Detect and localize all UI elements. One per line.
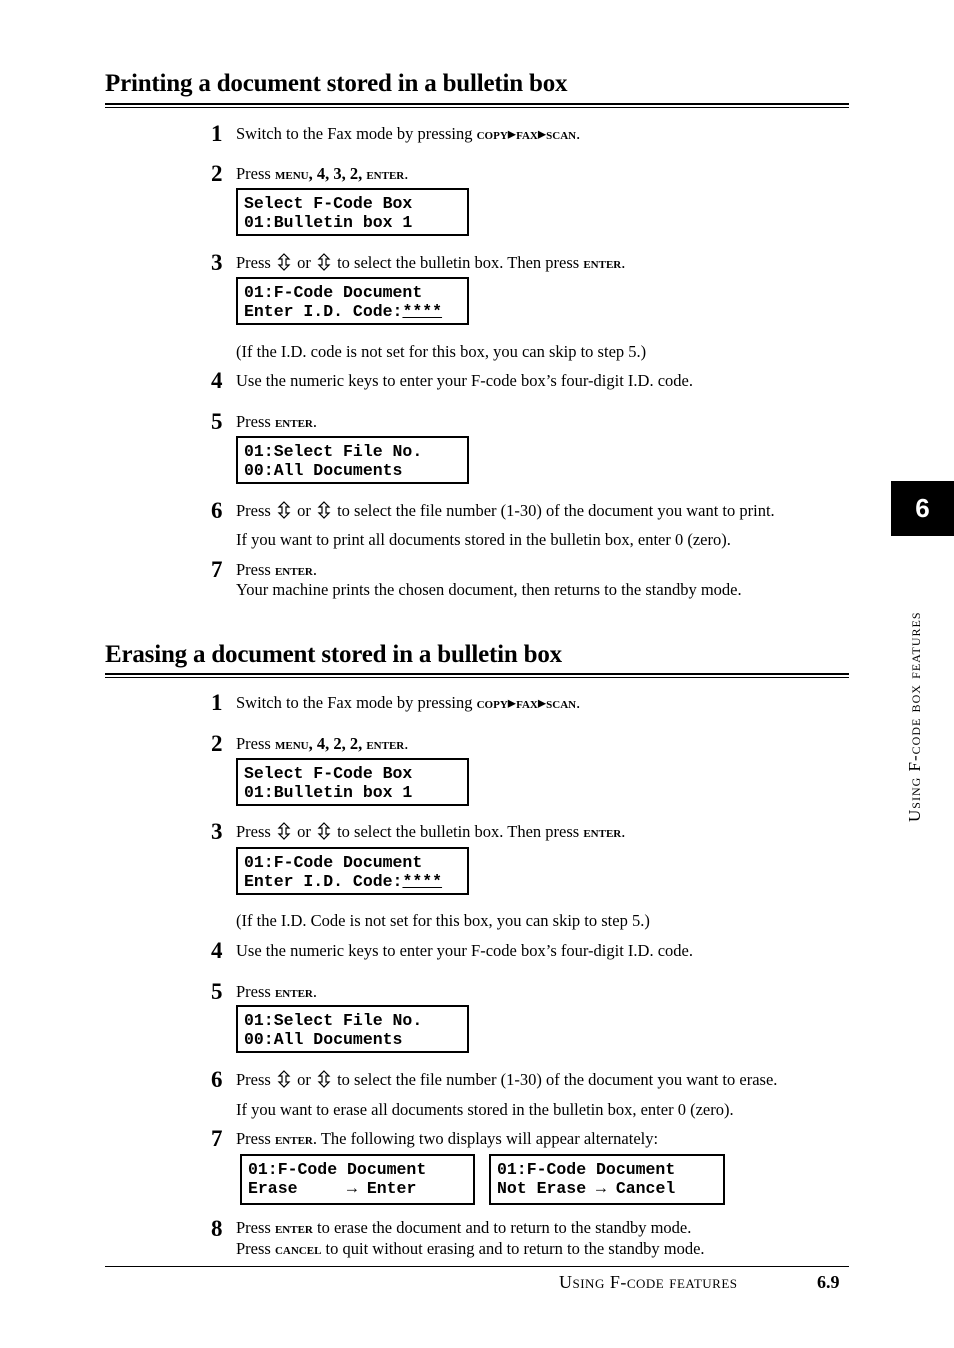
step-number: 1 (211, 690, 223, 715)
section-rule-thin (105, 107, 849, 108)
step-text: Press enter. The following two displays will appear alternately: (236, 1129, 659, 1148)
arrow-right-icon: → (596, 1178, 606, 1198)
step-text: Press enter. (236, 412, 317, 431)
step-text: Use the numeric keys to enter your F-code box’s four-digit I.D. code. (236, 371, 693, 390)
arrow-right-icon: → (347, 1178, 357, 1198)
step-text: If you want to erase all documents stored in the bulletin box, enter 0 (zero). (236, 1100, 734, 1119)
step-number: 6 (211, 1067, 223, 1092)
step-text: Press or to select the file number (1-30) of the document you want to erase. (236, 1070, 778, 1089)
up-down-arrow-icon (275, 1070, 293, 1088)
note-text: (If the I.D. code is not set for this box, you can skip to step 5.) (236, 342, 647, 361)
chapter-tab: 6 (891, 481, 954, 536)
step-number: 8 (211, 1216, 223, 1241)
section-rule (105, 103, 849, 105)
step-text: Your machine prints the chosen document, then returns to the standby mode. (236, 580, 742, 599)
section-rule (105, 673, 849, 675)
step-text: Press or to select the bulletin box. Then press enter. (236, 822, 626, 841)
step-text: Use the numeric keys to enter your F-code box’s four-digit I.D. code. (236, 941, 693, 960)
step-text: Press enter. (236, 560, 317, 579)
section-title-printing: Printing a document stored in a bulletin box (105, 70, 568, 97)
footer-label: Using F-code features (559, 1272, 738, 1292)
step-text: Press or to select the file number (1-30) of the document you want to print. (236, 501, 775, 520)
up-down-arrow-icon (275, 822, 293, 840)
lcd-display: 01:F-Code Document Enter I.D. Code:**** (236, 277, 469, 325)
up-down-arrow-icon (275, 501, 293, 519)
lcd-display-not-erase: 01:F-Code Document Not Erase → Cancel (489, 1154, 725, 1205)
triangle-right-icon: ▸ (507, 693, 517, 712)
step-text: Press menu, 4, 2, 2, enter. (236, 734, 409, 753)
step-number: 3 (211, 819, 223, 844)
step-number: 1 (211, 121, 223, 146)
step-number: 7 (211, 557, 223, 582)
step-number: 4 (211, 938, 223, 963)
triangle-right-icon: ▸ (507, 124, 517, 143)
step-number: 5 (211, 979, 223, 1004)
lcd-display-erase: 01:F-Code Document Erase → Enter (240, 1154, 475, 1205)
step-number: 7 (211, 1126, 223, 1151)
up-down-arrow-icon (275, 253, 293, 271)
step-text: Press enter. (236, 982, 317, 1001)
lcd-display: Select F-Code Box 01:Bulletin box 1 (236, 758, 469, 806)
step-number: 6 (211, 498, 223, 523)
page-number: 6.9 (817, 1272, 840, 1292)
step-number: 4 (211, 368, 223, 393)
step-text: Switch to the Fax mode by pressing copy▸fax▸scan. (236, 124, 581, 143)
left-right-arrow-icon (315, 253, 333, 271)
step-number: 3 (211, 250, 223, 275)
step-text: If you want to print all documents stored in the bulletin box, enter 0 (zero). (236, 530, 731, 549)
step-text: Press or to select the bulletin box. Then press enter. (236, 253, 626, 272)
step-text: Press cancel to quit without erasing and to return to the standby mode. (236, 1239, 705, 1258)
step-text: Press menu, 4, 3, 2, enter. (236, 164, 409, 183)
lcd-display: 01:Select File No. 00:All Documents (236, 436, 469, 484)
step-text: Press enter to erase the document and to return to the standby mode. (236, 1218, 692, 1237)
triangle-right-icon: ▸ (537, 124, 547, 143)
step-number: 2 (211, 731, 223, 756)
left-right-arrow-icon (315, 501, 333, 519)
step-text: Switch to the Fax mode by pressing copy▸fax▸scan. (236, 693, 581, 712)
lcd-display: 01:Select File No. 00:All Documents (236, 1005, 469, 1053)
step-number: 2 (211, 161, 223, 186)
left-right-arrow-icon (315, 822, 333, 840)
triangle-right-icon: ▸ (537, 693, 547, 712)
chapter-vertical-label: Using F-code box features (905, 611, 924, 822)
lcd-display: 01:F-Code Document Enter I.D. Code:**** (236, 847, 469, 895)
section-rule-thin (105, 677, 849, 678)
footer-rule (105, 1266, 849, 1267)
step-number: 5 (211, 409, 223, 434)
left-right-arrow-icon (315, 1070, 333, 1088)
section-title-erasing: Erasing a document stored in a bulletin box (105, 641, 562, 668)
note-text: (If the I.D. Code is not set for this box, you can skip to step 5.) (236, 911, 650, 930)
lcd-display: Select F-Code Box 01:Bulletin box 1 (236, 188, 469, 236)
